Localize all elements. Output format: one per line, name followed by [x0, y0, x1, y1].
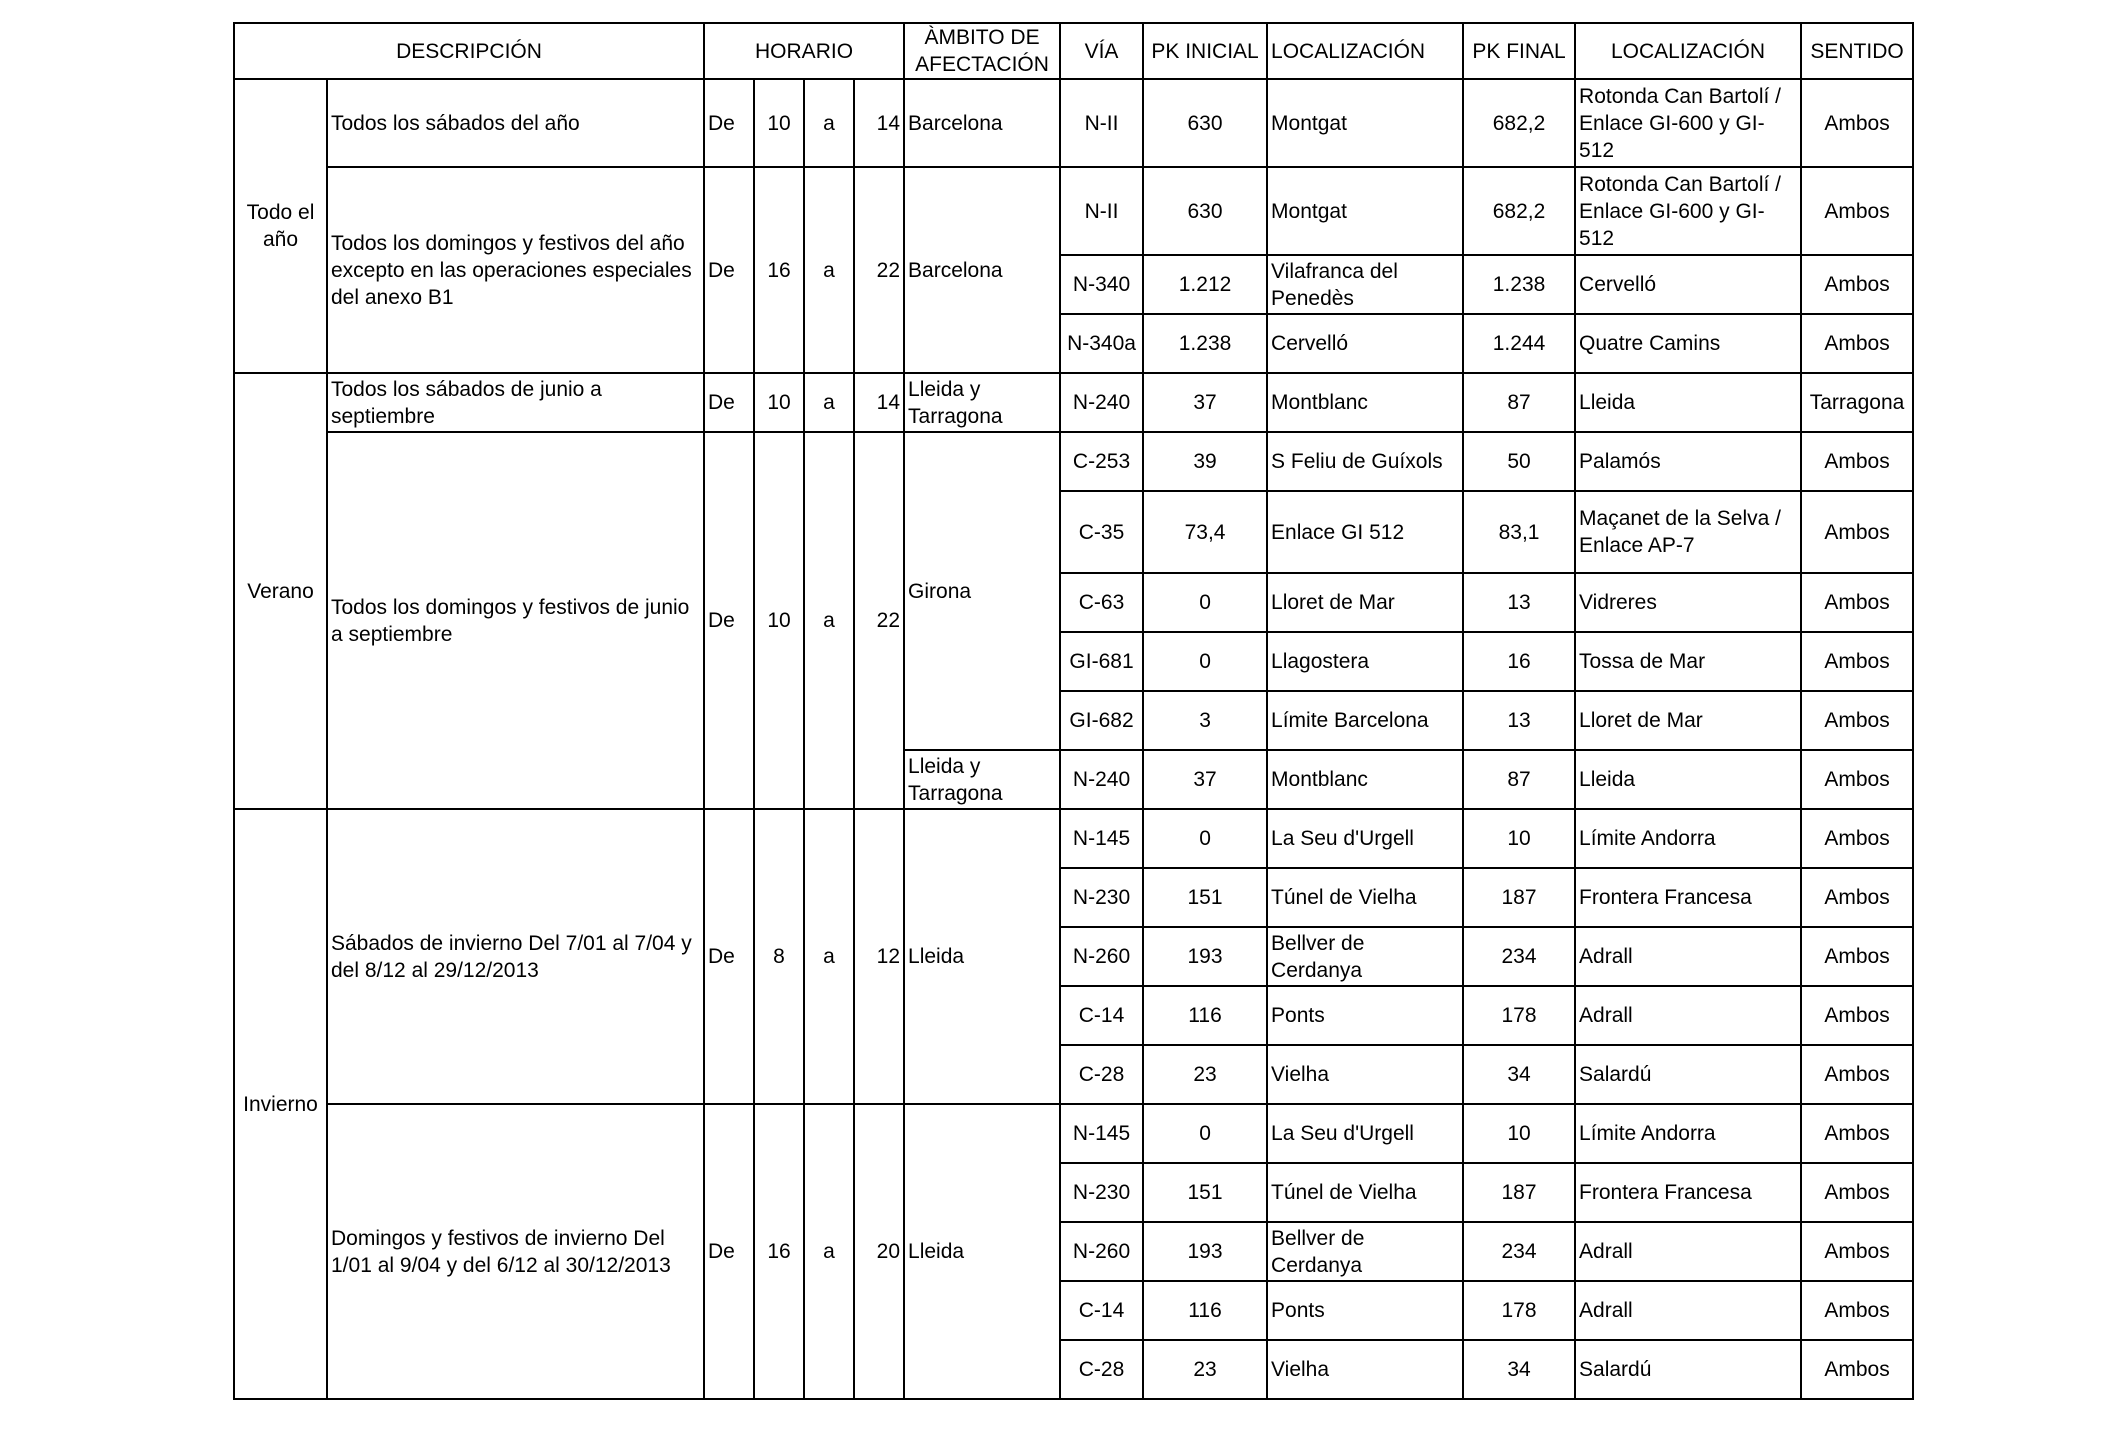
pk-inicial-cell: 0	[1143, 809, 1267, 868]
ambito-cell: Barcelona	[904, 79, 1060, 167]
hour-from: 10	[754, 79, 804, 167]
pk-inicial-cell: 151	[1143, 1163, 1267, 1222]
restrictions-table	[233, 22, 1914, 1400]
pk-final-cell: 50	[1463, 432, 1575, 491]
pk-inicial-cell: 0	[1143, 1104, 1267, 1163]
pk-final-cell: 83,1	[1463, 491, 1575, 573]
sentido-cell: Ambos	[1801, 573, 1913, 632]
hour-to: 14	[854, 373, 904, 432]
sentido-cell: Ambos	[1801, 1222, 1913, 1281]
loc-final-cell: Frontera Francesa	[1575, 1163, 1801, 1222]
loc-final-cell: Palamós	[1575, 432, 1801, 491]
loc-final-cell: Tossa de Mar	[1575, 632, 1801, 691]
pk-inicial-cell: 23	[1143, 1340, 1267, 1399]
pk-final-cell: 682,2	[1463, 167, 1575, 255]
loc-inicial-cell: Bellver de Cerdanya	[1267, 1222, 1463, 1281]
loc-final-cell: Rotonda Can Bartolí / Enlace GI-600 y GI-512	[1575, 79, 1801, 167]
group-label: Verano	[234, 373, 327, 809]
header-pk-final: PK FINAL	[1463, 23, 1575, 79]
description-cell: Todos los sábados de junio a septiembre	[327, 373, 704, 432]
loc-inicial-cell: La Seu d'Urgell	[1267, 1104, 1463, 1163]
via-cell: C-253	[1060, 432, 1143, 491]
pk-inicial-cell: 23	[1143, 1045, 1267, 1104]
sentido-cell: Ambos	[1801, 79, 1913, 167]
hour-to: 20	[854, 1104, 904, 1399]
pk-inicial-cell: 37	[1143, 750, 1267, 809]
via-cell: N-260	[1060, 927, 1143, 986]
sentido-cell: Ambos	[1801, 1163, 1913, 1222]
via-cell: N-145	[1060, 1104, 1143, 1163]
pk-final-cell: 178	[1463, 1281, 1575, 1340]
loc-final-cell: Rotonda Can Bartolí / Enlace GI-600 y GI-512	[1575, 167, 1801, 255]
header-sentido: SENTIDO	[1801, 23, 1913, 79]
pk-inicial-cell: 116	[1143, 1281, 1267, 1340]
via-cell: N-230	[1060, 868, 1143, 927]
loc-inicial-cell: Enlace GI 512	[1267, 491, 1463, 573]
loc-final-cell: Adrall	[1575, 1281, 1801, 1340]
hour-sep: a	[804, 1104, 854, 1399]
ambito-cell: Lleida y Tarragona	[904, 750, 1060, 809]
loc-inicial-cell: Llagostera	[1267, 632, 1463, 691]
pk-final-cell: 16	[1463, 632, 1575, 691]
sentido-cell: Ambos	[1801, 927, 1913, 986]
hour-sep: a	[804, 373, 854, 432]
sentido-cell: Ambos	[1801, 986, 1913, 1045]
pk-inicial-cell: 3	[1143, 691, 1267, 750]
header-pk-inicial: PK INICIAL	[1143, 23, 1267, 79]
hour-from: 8	[754, 809, 804, 1104]
loc-inicial-cell: Límite Barcelona	[1267, 691, 1463, 750]
hour-sep: a	[804, 809, 854, 1104]
sentido-cell: Ambos	[1801, 314, 1913, 373]
ambito-cell: Lleida	[904, 1104, 1060, 1399]
via-cell: N-240	[1060, 373, 1143, 432]
loc-inicial-cell: Montblanc	[1267, 373, 1463, 432]
hour-sep: a	[804, 79, 854, 167]
sentido-cell: Ambos	[1801, 167, 1913, 255]
via-cell: N-340	[1060, 255, 1143, 314]
loc-final-cell: Maçanet de la Selva / Enlace AP-7	[1575, 491, 1801, 573]
pk-inicial-cell: 73,4	[1143, 491, 1267, 573]
header-via: VÍA	[1060, 23, 1143, 79]
pk-final-cell: 87	[1463, 750, 1575, 809]
pk-inicial-cell: 1.212	[1143, 255, 1267, 314]
description-cell: Todos los domingos y festivos de junio a septiembre	[327, 432, 704, 809]
pk-final-cell: 187	[1463, 868, 1575, 927]
group-label: Invierno	[234, 809, 327, 1399]
loc-inicial-cell: Cervelló	[1267, 314, 1463, 373]
hour-to: 22	[854, 167, 904, 373]
loc-final-cell: Quatre Camins	[1575, 314, 1801, 373]
loc-final-cell: Cervelló	[1575, 255, 1801, 314]
table-row	[234, 1104, 1913, 1163]
table-row	[234, 809, 1913, 868]
via-cell: C-14	[1060, 1281, 1143, 1340]
sentido-cell: Ambos	[1801, 691, 1913, 750]
loc-inicial-cell: Montgat	[1267, 167, 1463, 255]
pk-final-cell: 178	[1463, 986, 1575, 1045]
description-cell: Domingos y festivos de invierno Del 1/01 al 9/04 y del 6/12 al 30/12/2013	[327, 1104, 704, 1399]
description-cell: Todos los domingos y festivos del año excepto en las operaciones especiales del anexo B1	[327, 167, 704, 373]
header-ambito: ÀMBITO DE AFECTACIÓN	[904, 23, 1060, 79]
table-row	[234, 167, 1913, 255]
via-cell: N-145	[1060, 809, 1143, 868]
pk-final-cell: 87	[1463, 373, 1575, 432]
loc-final-cell: Límite Andorra	[1575, 1104, 1801, 1163]
table-row	[234, 432, 1913, 491]
header-horario: HORARIO	[704, 23, 904, 79]
pk-final-cell: 10	[1463, 1104, 1575, 1163]
pk-final-cell: 10	[1463, 809, 1575, 868]
loc-final-cell: Límite Andorra	[1575, 809, 1801, 868]
pk-inicial-cell: 37	[1143, 373, 1267, 432]
sentido-cell: Ambos	[1801, 491, 1913, 573]
via-cell: N-340a	[1060, 314, 1143, 373]
ambito-cell: Lleida	[904, 809, 1060, 1104]
hour-prefix: De	[704, 373, 754, 432]
group-label: Todo el año	[234, 79, 327, 373]
loc-inicial-cell: Montgat	[1267, 79, 1463, 167]
pk-inicial-cell: 39	[1143, 432, 1267, 491]
hour-sep: a	[804, 432, 854, 809]
loc-inicial-cell: Túnel de Vielha	[1267, 868, 1463, 927]
loc-final-cell: Salardú	[1575, 1045, 1801, 1104]
description-cell: Todos los sábados del año	[327, 79, 704, 167]
loc-inicial-cell: Lloret de Mar	[1267, 573, 1463, 632]
sentido-cell: Ambos	[1801, 255, 1913, 314]
pk-final-cell: 187	[1463, 1163, 1575, 1222]
via-cell: C-28	[1060, 1045, 1143, 1104]
sentido-cell: Ambos	[1801, 632, 1913, 691]
sentido-cell: Ambos	[1801, 868, 1913, 927]
pk-final-cell: 234	[1463, 1222, 1575, 1281]
sentido-cell: Ambos	[1801, 432, 1913, 491]
hour-prefix: De	[704, 167, 754, 373]
hour-from: 16	[754, 1104, 804, 1399]
hour-to: 14	[854, 79, 904, 167]
pk-inicial-cell: 0	[1143, 632, 1267, 691]
hour-prefix: De	[704, 1104, 754, 1399]
header-localizacion-inicial: LOCALIZACIÓN	[1267, 23, 1463, 79]
table-row	[234, 79, 1913, 167]
loc-final-cell: Adrall	[1575, 927, 1801, 986]
via-cell: N-230	[1060, 1163, 1143, 1222]
via-cell: C-28	[1060, 1340, 1143, 1399]
via-cell: GI-681	[1060, 632, 1143, 691]
pk-inicial-cell: 630	[1143, 167, 1267, 255]
loc-final-cell: Adrall	[1575, 1222, 1801, 1281]
sentido-cell: Ambos	[1801, 1045, 1913, 1104]
hour-from: 10	[754, 373, 804, 432]
loc-final-cell: Vidreres	[1575, 573, 1801, 632]
pk-final-cell: 234	[1463, 927, 1575, 986]
sentido-cell: Ambos	[1801, 750, 1913, 809]
hour-prefix: De	[704, 432, 754, 809]
hour-to: 12	[854, 809, 904, 1104]
ambito-cell: Barcelona	[904, 167, 1060, 373]
via-cell: N-240	[1060, 750, 1143, 809]
pk-final-cell: 34	[1463, 1340, 1575, 1399]
description-cell: Sábados de invierno Del 7/01 al 7/04 y del 8/12 al 29/12/2013	[327, 809, 704, 1104]
via-cell: C-14	[1060, 986, 1143, 1045]
sentido-cell: Tarragona	[1801, 373, 1913, 432]
pk-final-cell: 13	[1463, 573, 1575, 632]
via-cell: N-260	[1060, 1222, 1143, 1281]
sentido-cell: Ambos	[1801, 1104, 1913, 1163]
via-cell: N-II	[1060, 167, 1143, 255]
via-cell: N-II	[1060, 79, 1143, 167]
loc-inicial-cell: Ponts	[1267, 1281, 1463, 1340]
via-cell: C-63	[1060, 573, 1143, 632]
header-row	[234, 23, 1913, 79]
loc-inicial-cell: La Seu d'Urgell	[1267, 809, 1463, 868]
hour-prefix: De	[704, 809, 754, 1104]
pk-inicial-cell: 0	[1143, 573, 1267, 632]
loc-inicial-cell: Montblanc	[1267, 750, 1463, 809]
loc-final-cell: Salardú	[1575, 1340, 1801, 1399]
loc-final-cell: Lloret de Mar	[1575, 691, 1801, 750]
loc-inicial-cell: Bellver de Cerdanya	[1267, 927, 1463, 986]
hour-from: 10	[754, 432, 804, 809]
loc-inicial-cell: Vielha	[1267, 1045, 1463, 1104]
pk-inicial-cell: 151	[1143, 868, 1267, 927]
loc-final-cell: Lleida	[1575, 750, 1801, 809]
loc-inicial-cell: Vilafranca del Penedès	[1267, 255, 1463, 314]
pk-inicial-cell: 630	[1143, 79, 1267, 167]
sentido-cell: Ambos	[1801, 1340, 1913, 1399]
hour-sep: a	[804, 167, 854, 373]
header-localizacion-final: LOCALIZACIÓN	[1575, 23, 1801, 79]
via-cell: C-35	[1060, 491, 1143, 573]
ambito-cell: Girona	[904, 432, 1060, 750]
hour-to: 22	[854, 432, 904, 809]
pk-inicial-cell: 193	[1143, 1222, 1267, 1281]
loc-inicial-cell: Túnel de Vielha	[1267, 1163, 1463, 1222]
pk-final-cell: 682,2	[1463, 79, 1575, 167]
pk-final-cell: 1.244	[1463, 314, 1575, 373]
hour-from: 16	[754, 167, 804, 373]
sentido-cell: Ambos	[1801, 1281, 1913, 1340]
pk-inicial-cell: 1.238	[1143, 314, 1267, 373]
header-descripcion: DESCRIPCIÓN	[234, 23, 704, 79]
pk-final-cell: 1.238	[1463, 255, 1575, 314]
loc-final-cell: Frontera Francesa	[1575, 868, 1801, 927]
loc-inicial-cell: Vielha	[1267, 1340, 1463, 1399]
via-cell: GI-682	[1060, 691, 1143, 750]
pk-final-cell: 13	[1463, 691, 1575, 750]
loc-inicial-cell: S Feliu de Guíxols	[1267, 432, 1463, 491]
hour-prefix: De	[704, 79, 754, 167]
table-row	[234, 373, 1913, 432]
loc-inicial-cell: Ponts	[1267, 986, 1463, 1045]
pk-final-cell: 34	[1463, 1045, 1575, 1104]
loc-final-cell: Adrall	[1575, 986, 1801, 1045]
sentido-cell: Ambos	[1801, 809, 1913, 868]
ambito-cell: Lleida y Tarragona	[904, 373, 1060, 432]
loc-final-cell: Lleida	[1575, 373, 1801, 432]
pk-inicial-cell: 116	[1143, 986, 1267, 1045]
pk-inicial-cell: 193	[1143, 927, 1267, 986]
